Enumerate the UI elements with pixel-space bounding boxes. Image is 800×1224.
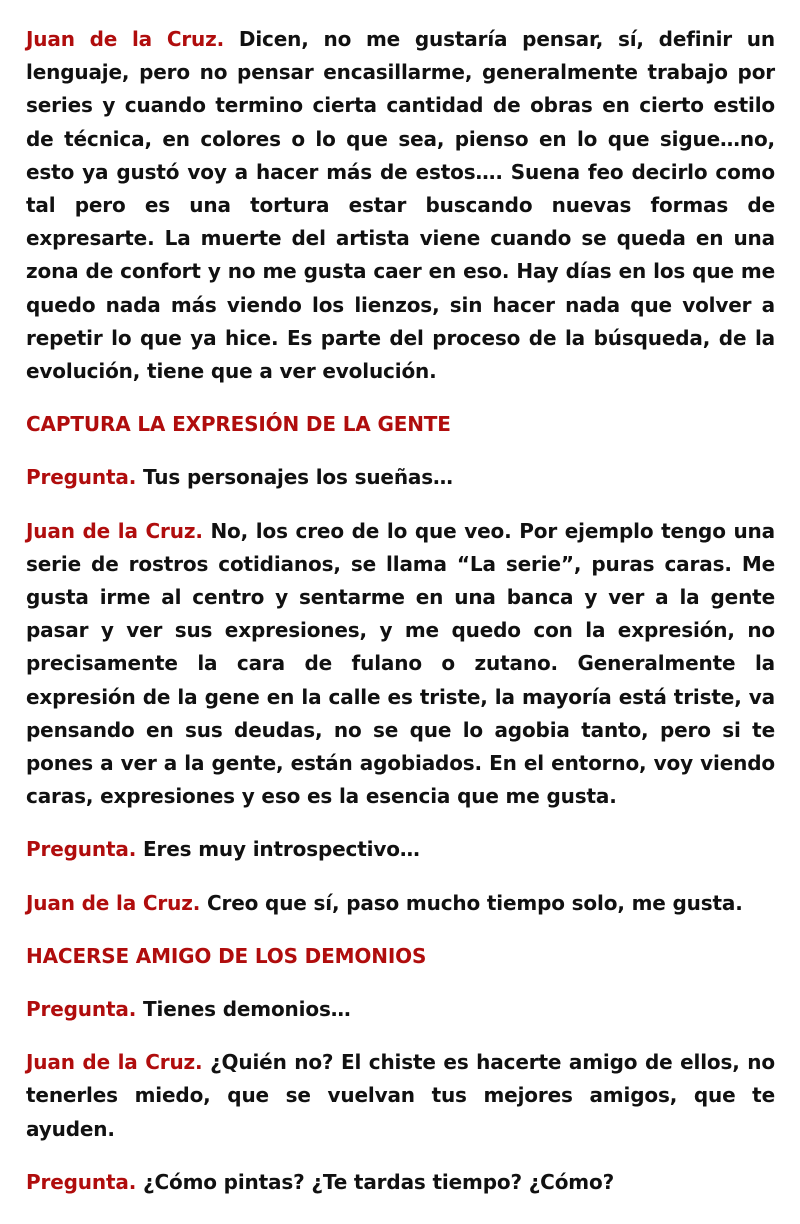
question-text: Eres muy introspectivo… (143, 837, 420, 862)
answer-text: ¿Quién no? El chiste es hacerte amigo de ellos, no tenerles miedo, que se vuelvan tus mejores amigos, que te ayuden. (26, 1050, 775, 1141)
speaker-label: Juan de la Cruz. (26, 1050, 203, 1075)
question-paragraph (26, 993, 775, 1026)
speaker-label: Juan de la Cruz. (26, 518, 203, 543)
speaker-label: Juan de la Cruz. (26, 890, 201, 915)
speaker-label: Pregunta. (26, 465, 137, 490)
answer-paragraph (26, 515, 775, 814)
section-heading: CAPTURA LA EXPRESIÓN DE LA GENTE (26, 412, 451, 437)
speaker-label: Juan de la Cruz. (26, 27, 225, 51)
question-text: Tienes demonios… (143, 997, 351, 1022)
speaker-label: Pregunta. (26, 997, 137, 1022)
answer-text: Dicen, no me gustaría pensar, sí, definir un lenguaje, pero no pensar encasillarme, generalmente trabajo por series y cuando termino cierta cantidad de obras en cierto estilo de técnica, en colores o lo que sea, pienso en lo que sigue…no, esto ya gustó voy a hacer más de estos…. Suena feo decirlo como tal pero es una tortura estar buscando nuevas formas de expresarte. La muerte del artista viene cuando se queda en una zona de confort y no me gusta caer en eso. Hay días en los que me quedo nada más viendo los lienzos, sin hacer nada que volver a repetir lo que ya hice. Es parte del proceso de la búsqueda, de la evolución, tiene que a ver evolución. (26, 27, 775, 384)
question-text: Tus personajes los sueñas… (143, 465, 453, 490)
answer-paragraph (26, 23, 775, 388)
question-paragraph (26, 461, 775, 494)
speaker-label: Pregunta. (26, 1169, 137, 1194)
answer-paragraph (26, 887, 775, 920)
speaker-label: Pregunta. (26, 837, 137, 862)
question-text: ¿Cómo pintas? ¿Te tardas tiempo? ¿Cómo? (143, 1169, 615, 1194)
section-heading: HACERSE AMIGO DE LOS DEMONIOS (26, 943, 427, 968)
answer-paragraph (26, 1046, 775, 1146)
question-paragraph (26, 833, 775, 866)
question-paragraph (26, 1166, 775, 1199)
answer-text: Creo que sí, paso mucho tiempo solo, me gusta. (206, 890, 743, 915)
answer-text: No, los creo de lo que veo. Por ejemplo tengo una serie de rostros cotidianos, se llama “La serie”, puras caras. Me gusta irme al centro y sentarme en una banca y ver a la gente pasar y ver sus expresiones, y me quedo con la expresión, no precisamente la cara de fulano o zutano. Generalmente la expresión de la gene en la calle es triste, la mayoría está triste, va pensando en sus deudas, no se que lo agobia tanto, pero si te pones a ver a la gente, están agobiados. En el entorno, voy viendo caras, expresiones y eso es la esencia que me gusta. (26, 518, 775, 809)
